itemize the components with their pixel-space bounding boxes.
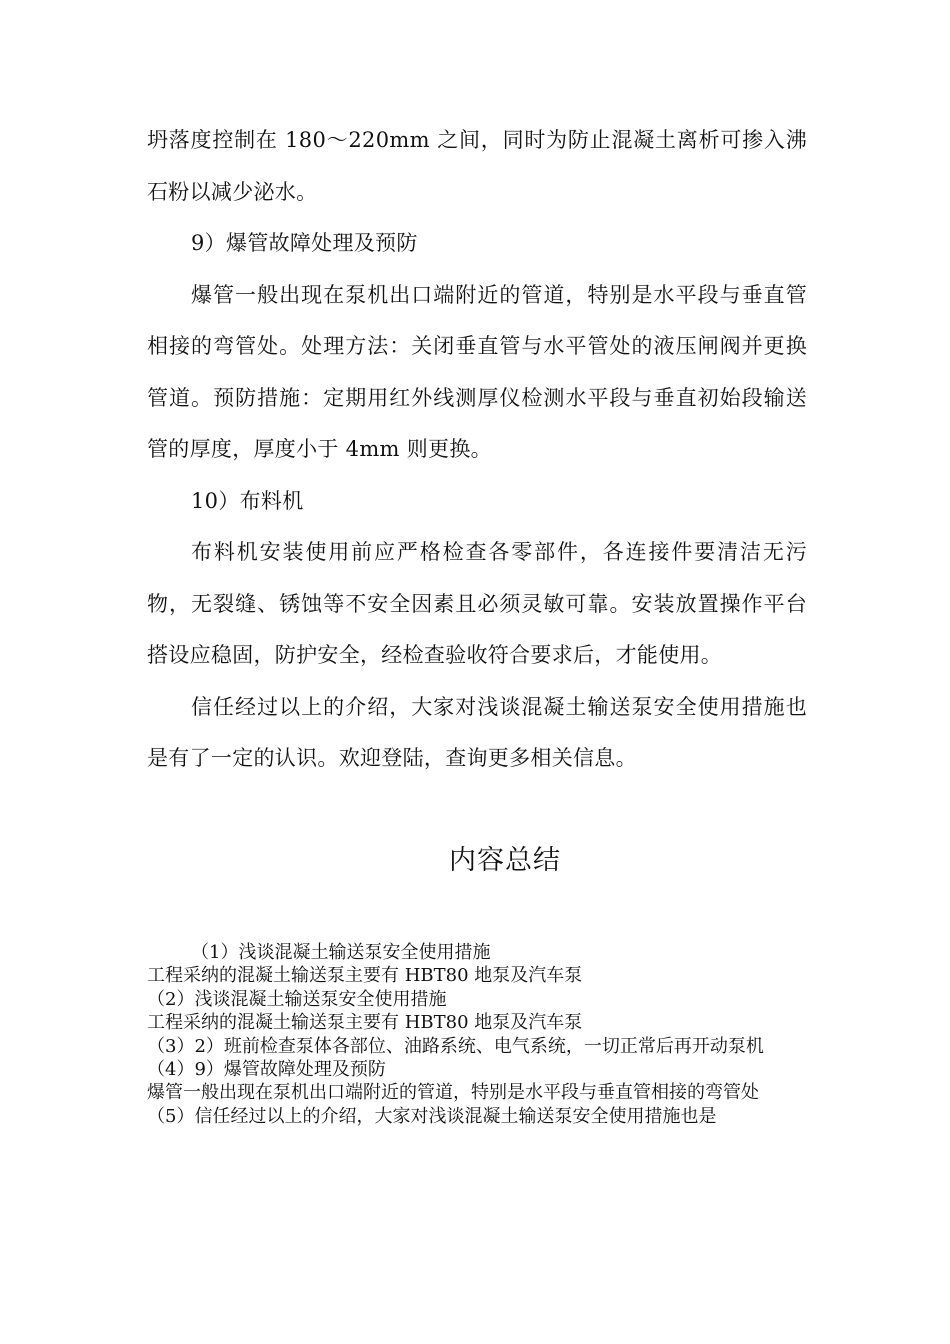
heading-pipe-burst: 9）爆管故障处理及预防 bbox=[191, 231, 418, 255]
heading-distributor: 10）布料机 bbox=[191, 488, 304, 513]
summary-line: 工程采纳的混凝土输送泵主要有 HBT80 地泵及汽车泵 bbox=[147, 965, 583, 987]
summary-list bbox=[147, 941, 807, 1128]
paragraph-pipe-burst: 爆管一般出现在泵机出口端附近的管道，特别是水平段与垂直管相接的弯管处。处理方法：关闭垂直管与水平管处的液压闸阀并更换管道。预防措施：定期用红外线测厚仪检测水平段与垂直初始段输送管的厚度，厚度小于 4mm 则更换。 bbox=[147, 282, 807, 461]
paragraph-distributor: 布料机安装使用前应严格检查各零部件，各连接件要清洁无污物，无裂缝、锈蚀等不安全因素且必须灵敏可靠。安装放置操作平台搭设应稳固，防护安全，经检查验收符合要求后，才能使用。 bbox=[147, 540, 807, 667]
summary-line: （4）9）爆管故障处理及预防 bbox=[147, 1059, 386, 1081]
summary-line: （3）2）班前检查泵体各部位、油路系统、电气系统，一切正常后再开动泵机 bbox=[147, 1035, 764, 1057]
paragraph-slump-control: 坍落度控制在 180～220mm 之间，同时为防止混凝土离析可掺入沸石粉以减少泌水。 bbox=[147, 128, 807, 204]
summary-line: 爆管一般出现在泵机出口端附近的管道，特别是水平段与垂直管相接的弯管处 bbox=[147, 1082, 759, 1104]
summary-line: （1）浅谈混凝土输送泵安全使用措施 bbox=[191, 942, 491, 963]
summary-line: （5）信任经过以上的介绍，大家对浅谈混凝土输送泵安全使用措施也是 bbox=[147, 1105, 717, 1127]
summary-title: 内容总结 bbox=[449, 845, 561, 876]
body-text bbox=[147, 115, 807, 785]
paragraph-closing: 信任经过以上的介绍，大家对浅谈混凝土输送泵安全使用措施也是有了一定的认识。欢迎登陆，查询更多相关信息。 bbox=[147, 694, 807, 770]
summary-line: （2）浅谈混凝土输送泵安全使用措施 bbox=[147, 988, 447, 1010]
summary-line: 工程采纳的混凝土输送泵主要有 HBT80 地泵及汽车泵 bbox=[147, 1012, 583, 1034]
